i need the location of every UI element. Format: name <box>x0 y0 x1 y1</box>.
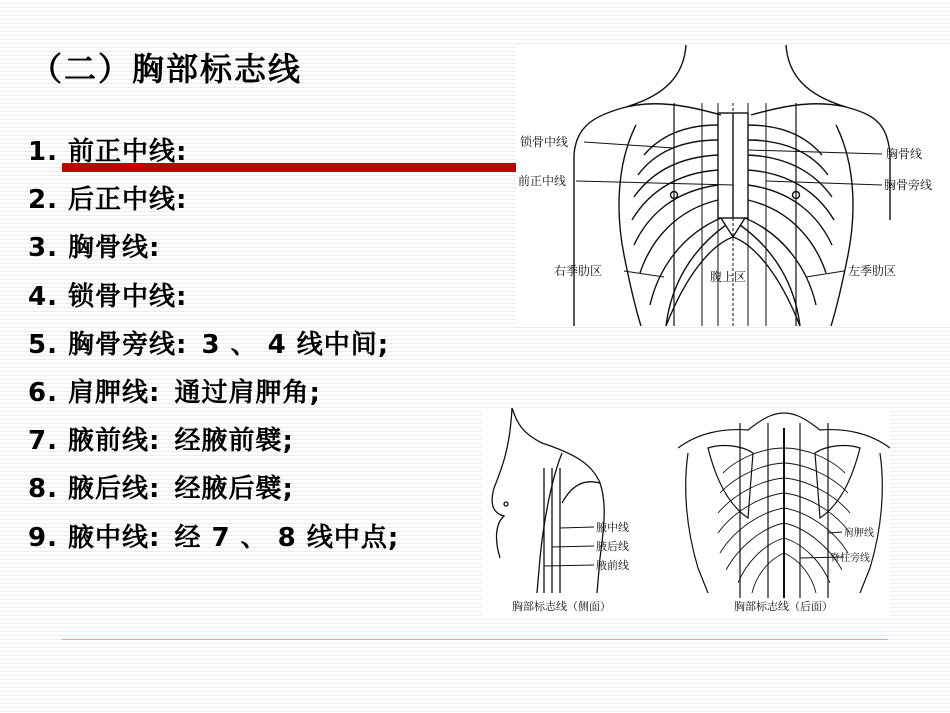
item-name: 腋后线: <box>68 474 161 505</box>
list-item <box>28 369 399 417</box>
list-item <box>28 176 399 224</box>
item-name: 后正中线: <box>68 185 188 216</box>
label-scapular-line: 肩胛线 <box>844 528 874 539</box>
list-item <box>28 128 399 176</box>
slide-title: （二）胸部标志线 <box>30 50 303 88</box>
item-name: 前正中线: <box>68 137 188 167</box>
footer-rule <box>62 639 888 640</box>
item-number: 7. <box>28 426 58 457</box>
item-name: 胸骨旁线: <box>68 329 188 360</box>
item-number: 5. <box>28 329 58 360</box>
label-left-hypochondrium: 左季肋区 <box>848 264 897 278</box>
label-right-hypochondrium: 右季肋区 <box>554 264 603 278</box>
item-description: 经腋前襞; <box>174 426 294 457</box>
back-figure-caption: 胸部标志线（后面） <box>734 600 833 613</box>
list-item <box>28 465 399 513</box>
item-number: 9. <box>28 522 58 553</box>
back-chest-figure <box>678 408 890 618</box>
label-anterior-mid-line: 前正中线 <box>518 174 567 188</box>
item-name: 肩胛线: <box>68 377 161 408</box>
list-item <box>28 417 399 465</box>
item-name: 锁骨中线: <box>68 281 188 312</box>
item-number: 2. <box>28 185 58 216</box>
side-figure-caption: 胸部标志线（侧面） <box>512 600 611 613</box>
chest-line-list <box>28 128 399 562</box>
label-parasternal-line: 胸骨旁线 <box>884 178 933 192</box>
list-item <box>28 224 399 272</box>
list-item <box>28 273 399 321</box>
label-epigastric: 腹上区 <box>710 270 747 284</box>
list-item <box>28 514 399 562</box>
label-mid-axillary-line: 腋中线 <box>596 521 629 534</box>
label-anterior-axillary-line: 腋前线 <box>596 559 629 572</box>
side-chest-figure <box>482 408 678 618</box>
item-name: 腋中线: <box>68 522 161 553</box>
item-number: 1. <box>28 137 58 167</box>
item-description: 通过肩胛角; <box>174 377 321 408</box>
list-item <box>28 321 399 369</box>
item-number: 4. <box>28 281 58 312</box>
item-description: 经腋后襞; <box>174 474 294 505</box>
item-number: 8. <box>28 474 58 505</box>
item-description: 3 、 4 线中间; <box>201 329 390 360</box>
label-clavicle-mid-line: 锁骨中线 <box>520 135 569 149</box>
label-paravertebral-line: 脊柱旁线 <box>830 553 870 564</box>
item-name: 胸骨线: <box>68 233 161 264</box>
item-name: 腋前线: <box>68 426 161 457</box>
item-number: 3. <box>28 233 58 264</box>
item-description: 经 7 、 8 线中点; <box>174 522 400 553</box>
front-chest-figure <box>516 45 950 326</box>
label-sternal-line: 胸骨线 <box>886 147 923 161</box>
item-number: 6. <box>28 377 58 408</box>
label-posterior-axillary-line: 腋后线 <box>596 540 629 553</box>
